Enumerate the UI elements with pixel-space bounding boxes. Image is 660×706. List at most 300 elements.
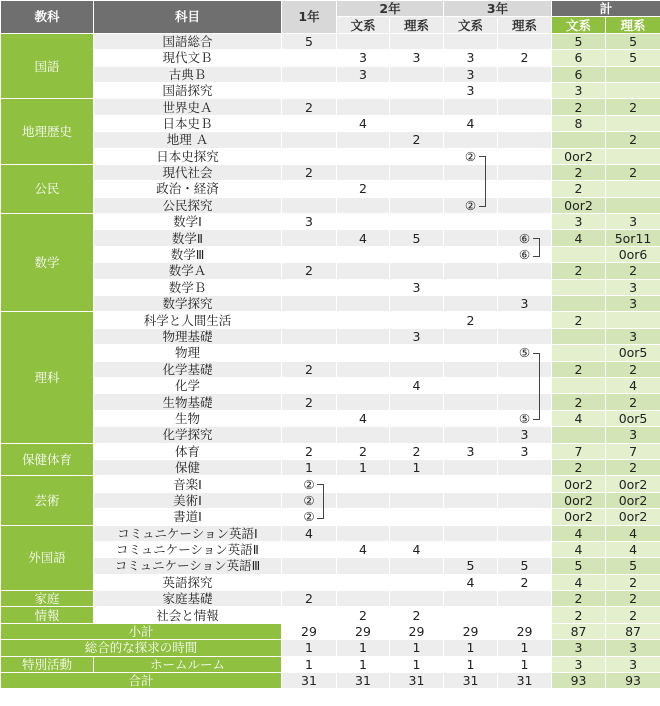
credit-cell-y2r: 2 — [390, 607, 444, 623]
subject-cell: 地理 Ａ — [94, 132, 282, 148]
summary-total-tb: 3 — [552, 640, 606, 656]
total-cell-tb: 8 — [552, 115, 606, 131]
credit-cell-y2b — [337, 345, 390, 361]
table-row — [1, 509, 660, 525]
total-cell-tr: 7 — [606, 443, 660, 459]
credit-cell-y3b — [444, 591, 498, 607]
credit-cell-y3b — [444, 230, 498, 246]
category-cell: 公民 — [1, 164, 94, 213]
credit-cell-y3r — [498, 82, 552, 98]
credit-cell-y3r: ⑤ — [498, 410, 552, 426]
summary-label: 特別活動 — [1, 656, 94, 672]
credit-cell-y2b — [337, 312, 390, 328]
table-row — [1, 574, 660, 590]
credit-cell-y3b — [444, 377, 498, 393]
credit-cell-y2b — [337, 296, 390, 312]
subject-cell: 体育 — [94, 443, 282, 459]
header-year2-bunkei: 文系 — [337, 17, 390, 33]
subject-cell: 古典Ｂ — [94, 66, 282, 82]
table-row — [1, 181, 660, 197]
credit-cell-y3b — [444, 459, 498, 475]
credit-cell-y3r: 3 — [498, 296, 552, 312]
total-cell-tr — [606, 197, 660, 213]
summary-label: 合計 — [1, 673, 282, 689]
total-cell-tr: 2 — [606, 607, 660, 623]
total-cell-tr: 4 — [606, 541, 660, 557]
total-cell-tb: 0or2 — [552, 476, 606, 492]
total-cell-tb: 4 — [552, 230, 606, 246]
total-cell-tr: 0or2 — [606, 509, 660, 525]
subject-cell: 英語探究 — [94, 574, 282, 590]
subject-cell: 物理 — [94, 345, 282, 361]
credit-cell-y1 — [282, 410, 337, 426]
total-cell-tr — [606, 66, 660, 82]
subject-cell: 数学Ⅲ — [94, 246, 282, 262]
credit-cell-y1 — [282, 427, 337, 443]
table-row — [1, 197, 660, 213]
subject-cell: コミュニケーション英語Ⅲ — [94, 558, 282, 574]
credit-cell-y2b — [337, 279, 390, 295]
credit-cell-y2r — [390, 246, 444, 262]
subject-cell: 社会と情報 — [94, 607, 282, 623]
header-total-rikei: 理系 — [606, 17, 660, 33]
credit-cell-y1 — [282, 148, 337, 164]
header-year3-bunkei: 文系 — [444, 17, 498, 33]
total-cell-tr — [606, 82, 660, 98]
summary-cell-y2b: 1 — [337, 640, 390, 656]
credit-cell-y2b — [337, 132, 390, 148]
summary-cell-y2b: 31 — [337, 673, 390, 689]
credit-cell-y1: ② — [282, 476, 337, 492]
total-cell-tr: 2 — [606, 591, 660, 607]
subject-cell: 生物 — [94, 410, 282, 426]
total-cell-tr: 3 — [606, 296, 660, 312]
summary-label: 総合的な探求の時間 — [1, 640, 282, 656]
total-cell-tr: 3 — [606, 279, 660, 295]
total-cell-tb: 4 — [552, 574, 606, 590]
subject-cell: 公民探究 — [94, 197, 282, 213]
summary-cell-y1: 1 — [282, 640, 337, 656]
credit-cell-y3r: ⑥ — [498, 246, 552, 262]
total-cell-tr: 0or2 — [606, 492, 660, 508]
summary-row — [1, 656, 660, 672]
credit-cell-y2b — [337, 525, 390, 541]
subject-cell: 数学Ⅱ — [94, 230, 282, 246]
table-row — [1, 607, 660, 623]
credit-cell-y2b — [337, 361, 390, 377]
credit-cell-y3r: 3 — [498, 443, 552, 459]
total-cell-tr: 0or2 — [606, 476, 660, 492]
summary-cell-y2r: 1 — [390, 640, 444, 656]
credit-cell-y3r — [498, 132, 552, 148]
total-cell-tr: 0or6 — [606, 246, 660, 262]
credit-cell-y2b — [337, 197, 390, 213]
total-cell-tb: 2 — [552, 361, 606, 377]
subject-cell: 数学探究 — [94, 296, 282, 312]
credit-cell-y2r — [390, 66, 444, 82]
total-cell-tb: 2 — [552, 394, 606, 410]
credit-cell-y2b — [337, 558, 390, 574]
credit-cell-y3r — [498, 99, 552, 115]
total-cell-tr: 2 — [606, 361, 660, 377]
credit-cell-y2b: 2 — [337, 443, 390, 459]
credit-cell-y3b — [444, 492, 498, 508]
credit-cell-y3b — [444, 427, 498, 443]
credit-cell-y2b — [337, 509, 390, 525]
credit-cell-y2b: 2 — [337, 607, 390, 623]
table-row — [1, 214, 660, 230]
table-row — [1, 33, 660, 49]
total-cell-tb — [552, 427, 606, 443]
summary-row — [1, 673, 660, 689]
total-cell-tr — [606, 148, 660, 164]
credit-cell-y2r — [390, 492, 444, 508]
credit-cell-y2r — [390, 33, 444, 49]
credit-cell-y2r: 2 — [390, 443, 444, 459]
total-cell-tr: 5 — [606, 33, 660, 49]
subject-cell: 世界史Ａ — [94, 99, 282, 115]
credit-cell-y2b — [337, 591, 390, 607]
total-cell-tr: 5or11 — [606, 230, 660, 246]
header-category: 教科 — [1, 1, 94, 34]
credit-cell-y1: ② — [282, 509, 337, 525]
credit-cell-y2r — [390, 361, 444, 377]
summary-cell-y2r: 1 — [390, 656, 444, 672]
credit-cell-y3r: ⑤ — [498, 345, 552, 361]
total-cell-tb — [552, 279, 606, 295]
credit-cell-y2r — [390, 410, 444, 426]
credit-cell-y1: 5 — [282, 33, 337, 49]
credit-cell-y2b: 4 — [337, 541, 390, 557]
total-cell-tr: 4 — [606, 525, 660, 541]
credit-cell-y1: 2 — [282, 263, 337, 279]
credit-cell-y2b — [337, 492, 390, 508]
subject-cell: 政治・経済 — [94, 181, 282, 197]
summary-cell-y1: 31 — [282, 673, 337, 689]
subject-cell: 音楽Ⅰ — [94, 476, 282, 492]
credit-cell-y1 — [282, 66, 337, 82]
total-cell-tb: 2 — [552, 181, 606, 197]
credit-cell-y3b: 2 — [444, 312, 498, 328]
credit-cell-y3r: 2 — [498, 574, 552, 590]
total-cell-tr: 0or5 — [606, 345, 660, 361]
credit-cell-y2b — [337, 476, 390, 492]
total-cell-tr — [606, 312, 660, 328]
subject-cell: 物理基礎 — [94, 328, 282, 344]
table-row — [1, 443, 660, 459]
credit-cell-y2r — [390, 296, 444, 312]
credit-cell-y3r — [498, 279, 552, 295]
summary-cell-y3b: 31 — [444, 673, 498, 689]
total-cell-tr — [606, 115, 660, 131]
credit-cell-y2r — [390, 164, 444, 180]
credit-cell-y2b — [337, 82, 390, 98]
total-cell-tr: 5 — [606, 50, 660, 66]
credit-cell-y3b — [444, 361, 498, 377]
credit-cell-y3b: 3 — [444, 82, 498, 98]
credit-cell-y2r — [390, 476, 444, 492]
table-row — [1, 541, 660, 557]
table-row — [1, 394, 660, 410]
credit-cell-y1 — [282, 541, 337, 557]
credit-cell-y1: 2 — [282, 443, 337, 459]
credit-cell-y3b — [444, 246, 498, 262]
table-row — [1, 115, 660, 131]
credit-cell-y1 — [282, 607, 337, 623]
table-row — [1, 263, 660, 279]
credit-cell-y2r: 3 — [390, 279, 444, 295]
credit-cell-y1 — [282, 230, 337, 246]
credit-cell-y3b: 5 — [444, 558, 498, 574]
credit-cell-y3b — [444, 279, 498, 295]
credit-cell-y2b: 1 — [337, 459, 390, 475]
credit-cell-y2r — [390, 558, 444, 574]
category-cell: 家庭 — [1, 591, 94, 607]
credit-cell-y3r: ⑥ — [498, 230, 552, 246]
credit-cell-y2b — [337, 99, 390, 115]
credit-cell-y3r — [498, 148, 552, 164]
total-cell-tb: 2 — [552, 607, 606, 623]
credit-cell-y2r: 3 — [390, 328, 444, 344]
total-cell-tr: 2 — [606, 164, 660, 180]
credit-cell-y2r — [390, 82, 444, 98]
subject-cell: 科学と人間生活 — [94, 312, 282, 328]
credit-cell-y2b: 4 — [337, 230, 390, 246]
credit-cell-y2r — [390, 427, 444, 443]
total-cell-tb: 2 — [552, 263, 606, 279]
credit-cell-y2r — [390, 394, 444, 410]
credit-cell-y2r — [390, 525, 444, 541]
credit-cell-y1 — [282, 115, 337, 131]
total-cell-tr: 2 — [606, 99, 660, 115]
summary-total-tb: 87 — [552, 623, 606, 639]
header-year3: 3年 — [444, 1, 552, 17]
credit-cell-y3r — [498, 607, 552, 623]
credit-cell-y1 — [282, 328, 337, 344]
total-cell-tr: 2 — [606, 263, 660, 279]
total-cell-tr: 0or5 — [606, 410, 660, 426]
summary-cell-y3r: 31 — [498, 673, 552, 689]
credit-cell-y3b — [444, 410, 498, 426]
credit-cell-y2b — [337, 328, 390, 344]
credit-cell-y3r — [498, 361, 552, 377]
subject-cell: 化学探究 — [94, 427, 282, 443]
credit-cell-y3r — [498, 459, 552, 475]
credit-cell-y3r — [498, 476, 552, 492]
credit-cell-y3b: ② — [444, 148, 498, 164]
table-row — [1, 99, 660, 115]
credit-cell-y3r — [498, 328, 552, 344]
total-cell-tb: 6 — [552, 50, 606, 66]
credit-cell-y2b — [337, 214, 390, 230]
summary-cell-y2b: 1 — [337, 656, 390, 672]
total-cell-tr: 2 — [606, 459, 660, 475]
subject-cell: 家庭基礎 — [94, 591, 282, 607]
credit-cell-y1: 3 — [282, 214, 337, 230]
subject-cell: 数学Ⅰ — [94, 214, 282, 230]
credit-cell-y3b — [444, 181, 498, 197]
table-row — [1, 66, 660, 82]
subject-cell: 現代社会 — [94, 164, 282, 180]
credit-cell-y3b — [444, 607, 498, 623]
credit-cell-y1 — [282, 279, 337, 295]
credit-cell-y3b — [444, 99, 498, 115]
credit-cell-y1 — [282, 132, 337, 148]
credit-cell-y1 — [282, 296, 337, 312]
credit-cell-y1 — [282, 312, 337, 328]
credit-cell-y3b: 3 — [444, 443, 498, 459]
summary-total-tr: 3 — [606, 640, 660, 656]
credit-cell-y3r — [498, 377, 552, 393]
subject-cell: コミュニケーション英語Ⅰ — [94, 525, 282, 541]
credit-cell-y3b: 4 — [444, 115, 498, 131]
credit-cell-y3b — [444, 296, 498, 312]
summary-cell-y3b: 29 — [444, 623, 498, 639]
credit-cell-y2r — [390, 574, 444, 590]
total-cell-tb — [552, 296, 606, 312]
credit-cell-y3b — [444, 525, 498, 541]
credit-cell-y3r — [498, 164, 552, 180]
credit-cell-y2r — [390, 509, 444, 525]
summary-label: 小計 — [1, 623, 282, 639]
table-row — [1, 476, 660, 492]
credit-cell-y2r — [390, 148, 444, 164]
credit-cell-y1 — [282, 246, 337, 262]
header-year2: 2年 — [337, 1, 444, 17]
subject-cell: 保健 — [94, 459, 282, 475]
credit-cell-y3r — [498, 591, 552, 607]
credit-cell-y3r — [498, 66, 552, 82]
total-cell-tr: 2 — [606, 394, 660, 410]
total-cell-tb: 2 — [552, 312, 606, 328]
table-row — [1, 361, 660, 377]
total-cell-tb: 2 — [552, 99, 606, 115]
credit-cell-y2r: 2 — [390, 132, 444, 148]
total-cell-tb — [552, 246, 606, 262]
total-cell-tb — [552, 132, 606, 148]
credit-cell-y3b: 4 — [444, 574, 498, 590]
credit-cell-y1: 2 — [282, 394, 337, 410]
total-cell-tr: 2 — [606, 574, 660, 590]
credit-cell-y3r — [498, 394, 552, 410]
total-cell-tb — [552, 345, 606, 361]
credit-cell-y1 — [282, 574, 337, 590]
credit-cell-y2r: 4 — [390, 377, 444, 393]
total-cell-tb: 0or2 — [552, 492, 606, 508]
total-cell-tb: 4 — [552, 541, 606, 557]
total-cell-tr: 3 — [606, 427, 660, 443]
header-year2-rikei: 理系 — [390, 17, 444, 33]
credit-cell-y3r — [498, 181, 552, 197]
header-total: 計 — [552, 1, 660, 17]
credit-cell-y1: 2 — [282, 591, 337, 607]
total-cell-tb: 3 — [552, 82, 606, 98]
credit-cell-y3r — [498, 263, 552, 279]
category-cell: 外国語 — [1, 525, 94, 591]
credit-cell-y3b — [444, 345, 498, 361]
credit-cell-y2b: 3 — [337, 50, 390, 66]
total-cell-tb: 0or2 — [552, 197, 606, 213]
credit-cell-y3b: 3 — [444, 66, 498, 82]
credit-cell-y3b: ② — [444, 197, 498, 213]
subject-cell: 日本史探究 — [94, 148, 282, 164]
subject-cell: 生物基礎 — [94, 394, 282, 410]
total-cell-tr: 3 — [606, 328, 660, 344]
table-row — [1, 246, 660, 262]
credit-cell-y1 — [282, 558, 337, 574]
subject-cell: 国語総合 — [94, 33, 282, 49]
header-subject: 科目 — [94, 1, 282, 34]
credit-cell-y2r — [390, 345, 444, 361]
summary-total-tr: 93 — [606, 673, 660, 689]
summary-total-tb: 3 — [552, 656, 606, 672]
summary-cell-y3r: 29 — [498, 623, 552, 639]
credit-cell-y1: 2 — [282, 99, 337, 115]
credit-cell-y2b — [337, 263, 390, 279]
credit-cell-y3r — [498, 525, 552, 541]
credit-cell-y2r: 5 — [390, 230, 444, 246]
credit-cell-y2r — [390, 181, 444, 197]
credit-cell-y1 — [282, 345, 337, 361]
credit-cell-y2r — [390, 263, 444, 279]
credit-cell-y2r — [390, 591, 444, 607]
subject-cell: 書道Ⅰ — [94, 509, 282, 525]
table-row — [1, 164, 660, 180]
credit-cell-y2r — [390, 312, 444, 328]
credit-cell-y2r: 3 — [390, 50, 444, 66]
subject-cell: 日本史Ｂ — [94, 115, 282, 131]
total-cell-tb: 5 — [552, 558, 606, 574]
credit-cell-y2b: 3 — [337, 66, 390, 82]
credit-cell-y3b — [444, 164, 498, 180]
credit-cell-y2r — [390, 115, 444, 131]
summary-row — [1, 623, 660, 639]
total-cell-tr: 2 — [606, 132, 660, 148]
credit-cell-y2b: 2 — [337, 181, 390, 197]
total-cell-tb: 2 — [552, 164, 606, 180]
category-cell: 数学 — [1, 214, 94, 312]
total-cell-tr: 3 — [606, 214, 660, 230]
total-cell-tb: 2 — [552, 459, 606, 475]
total-cell-tb: 3 — [552, 214, 606, 230]
credit-cell-y3b — [444, 132, 498, 148]
credit-cell-y1 — [282, 82, 337, 98]
credit-cell-y3r — [498, 197, 552, 213]
credit-cell-y3b — [444, 33, 498, 49]
category-cell: 芸術 — [1, 476, 94, 525]
credit-cell-y3r — [498, 312, 552, 328]
table-row — [1, 459, 660, 475]
credit-cell-y3b — [444, 328, 498, 344]
total-cell-tb: 4 — [552, 525, 606, 541]
summary-cell-y2r: 29 — [390, 623, 444, 639]
category-cell: 保健体育 — [1, 443, 94, 476]
table-row — [1, 591, 660, 607]
subject-cell: 現代文Ｂ — [94, 50, 282, 66]
subject-cell: コミュニケーション英語Ⅱ — [94, 541, 282, 557]
total-cell-tb — [552, 328, 606, 344]
credit-cell-y3r: 3 — [498, 427, 552, 443]
summary-total-tr: 87 — [606, 623, 660, 639]
total-cell-tb: 0or2 — [552, 509, 606, 525]
header-year3-rikei: 理系 — [498, 17, 552, 33]
total-cell-tb: 0or2 — [552, 148, 606, 164]
header-year1: 1年 — [282, 1, 337, 34]
credit-cell-y1: 4 — [282, 525, 337, 541]
credit-cell-y3r — [498, 214, 552, 230]
credit-cell-y2b — [337, 394, 390, 410]
credit-cell-y2r: 1 — [390, 459, 444, 475]
